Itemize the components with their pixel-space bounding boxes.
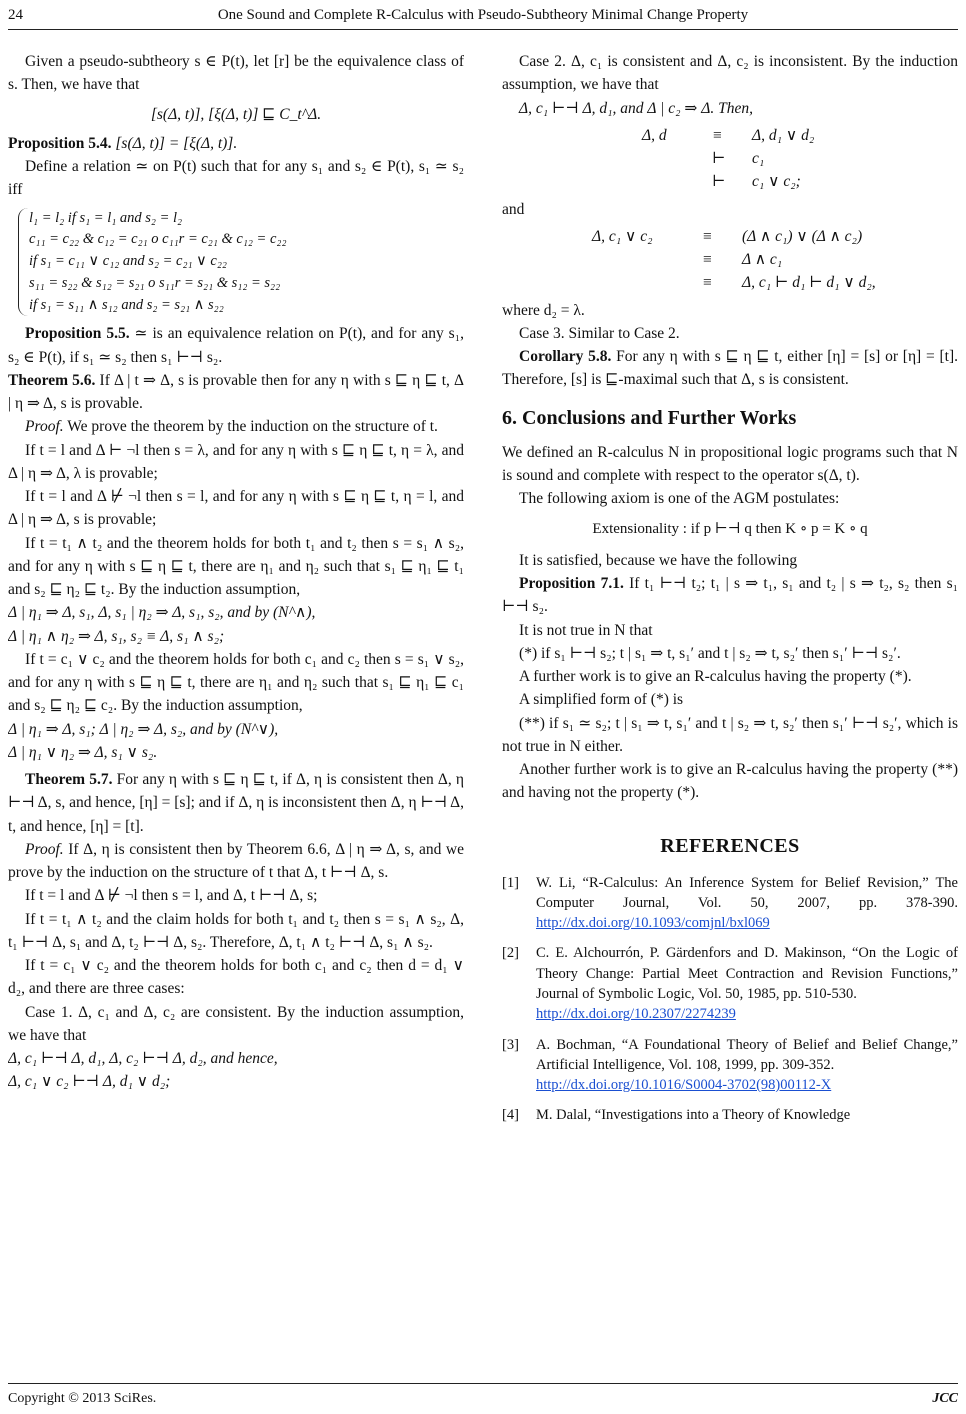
proof-case-d-eq2: Δ | η₁ ∨ η₂ ⇒ Δ, s₁ ∨ s₂.	[8, 743, 158, 761]
derivation-rhs: c₁ ∨ c₂;	[752, 173, 801, 191]
derivation-op: ⊢	[712, 150, 726, 167]
running-title: One Sound and Complete R-Calculus with Pseudo-Subtheory Minimal Change Property	[217, 7, 749, 23]
corollary-5-8-label: Corollary 5.8.	[519, 348, 612, 365]
proof-5-7-text: If Δ, η is consistent then by Theorem 6.6, Δ | η ⇒ Δ, s, and we prove by the induction on the structure of t that Δ, t ⊢⊣ Δ, s.	[8, 840, 464, 881]
right-column	[502, 50, 958, 1370]
reference-text	[536, 873, 958, 934]
reference-number: [3]	[502, 1036, 519, 1053]
proof-case-a: If t = l and Δ ⊢ ¬l then s = λ, and for any η with s ⊑ η ⊑ t, η = λ, and Δ | η ⇒ Δ, λ is provable;	[8, 441, 464, 482]
theorem-5-7-label: Theorem 5.7.	[25, 771, 113, 788]
case-1: Case 1. Δ, c₁ and Δ, c₂ are consistent. By the induction assumption, we have that	[8, 1003, 464, 1044]
section-6-paragraph-2: The following axiom is one of the AGM postulates:	[519, 490, 840, 507]
property-double-star: (**) if s₁ ≃ s₂; t | s₁ ⇒ t, s₁′ and t | s₂ ⇒ t, s₂′ then s₁′ ⊢⊣ s₂′, which is not true in N either.	[502, 714, 958, 755]
derivation-op: ≡	[702, 251, 713, 268]
case-2-eq: Δ, c₁ ⊢⊣ Δ, d₁, and Δ | c₂ ⇒ Δ. Then,	[519, 99, 753, 117]
references-title: REFERENCES	[660, 834, 800, 857]
corollary-5-8-text: For any η with s ⊑ η ⊑ t, either [η] = [s] or [η] = [t]. Therefore, [s] is ⊑-maximal such that Δ, s is consistent.	[502, 348, 958, 389]
proof-case-d: If t = c₁ ∨ c₂ and the theorem holds for both c₁ and c₂ then s = s₁ ∨ s₂, and for any η with s ⊑ η ⊑ t, there are η₁ and η₂ such that s₁ ⊑ η₁ ⊑ c₁ and s₂ ⊑ η₂ ⊑ c₂. By the induction assumption,	[8, 650, 464, 715]
proof-case-c-eq2: Δ | η₁ ∧ η₂ ⇒ Δ, s₁, s₂ ≡ Δ, s₁ ∧ s₂;	[8, 627, 225, 645]
derivation-rhs: Δ, d₁ ∨ d₂	[752, 126, 815, 144]
proof-case-c: If t = t₁ ∧ t₂ and the theorem holds for both t₁ and t₂ then s = s₁ ∧ s₂, and for any η with s ⊑ η ⊑ t, there are η₁ and η₂ such that s₁ ⊑ η₁ ⊑ t₁ and s₂ ⊑ η₂ ⊑ t₂. By the induction assumption,	[8, 534, 464, 598]
reference-number: [2]	[502, 945, 519, 962]
proposition-5-5-label: Proposition 5.5.	[25, 325, 130, 343]
proof-case-d-eq1: Δ | η₁ ⇒ Δ, s₁; Δ | η₂ ⇒ Δ, s₂, and by (N^∨),	[8, 720, 279, 738]
copyright: Copyright © 2013 SciRes.	[8, 1391, 157, 1406]
case-1-eq1: Δ, c₁ ⊢⊣ Δ, d₁, Δ, c₂ ⊢⊣ Δ, d₂, and hence,	[8, 1050, 278, 1067]
reference-item	[502, 1105, 958, 1125]
case-3: Case 3. Similar to Case 2.	[519, 324, 680, 342]
paragraph-define-relation: Define a relation ≃ on P(t) such that for any s₁ and s₂ ∈ P(t), s₁ ≃ s₂ iff	[8, 158, 464, 199]
section-6-paragraph-6: A simplified form of (*) is	[519, 691, 684, 709]
reference-citation: C. E. Alchourrón, P. Gärdenfors and D. Makinson, “On the Logic of Theory Change: Partial Meet Contraction and Revision Functions,” Journal of Symbolic Logic, Vol. 50, 1985, pp. 510-530.	[536, 945, 958, 1002]
proof-5-6	[8, 415, 464, 438]
case-2: Case 2. Δ, c₁ is consistent and Δ, c₂ is inconsistent. By the induction assumption, we have that	[502, 53, 958, 94]
section-6-paragraph-7: Another further work is to give an R-calculus having the property (**) and having not the property (*).	[502, 761, 958, 802]
reference-doi-link[interactable]: http://dx.doi.org/10.2307/2274239	[536, 1006, 736, 1023]
case-line-5: if s₁ = s₁₁ ∧ s₁₂ and s₂ = s₂₁ ∧ s₂₂	[29, 296, 224, 313]
derivation-rhs: Δ, c₁ ⊢ d₁ ⊢ d₁ ∨ d₂,	[742, 274, 876, 292]
proof-case-c-eq1: Δ | η₁ ⇒ Δ, s₁, Δ, s₁ | η₂ ⇒ Δ, s₁, s₂, and by (N^∧),	[8, 604, 316, 622]
theorem-5-7-text: For any η with s ⊑ η ⊑ t, if Δ, η is consistent then Δ, η ⊢⊣ Δ, s, and hence, [η] = [s]; and if Δ, η is inconsistent then Δ, η ⊢⊣ Δ, t, and hence, [η] = [t].	[8, 771, 464, 835]
derivation-rhs: c₁	[752, 150, 765, 167]
derivation-op: ≡	[702, 227, 713, 245]
proposition-5-4-text: [s(Δ, t)] = [ξ(Δ, t)].	[115, 134, 238, 152]
section-6-title: 6. Conclusions and Further Works	[502, 406, 797, 429]
derivation-lhs: Δ, c₁ ∨ c₂	[592, 227, 653, 245]
reference-text	[536, 943, 958, 1024]
derivation-rhs: (Δ ∧ c₁) ∨ (Δ ∧ c₂)	[742, 227, 863, 245]
case-1-eq2: Δ, c₁ ∨ c₂ ⊢⊣ Δ, d₁ ∨ d₂;	[8, 1073, 171, 1091]
reference-item	[502, 873, 958, 934]
and-word: and	[502, 200, 525, 218]
property-star: (*) if s₁ ⊢⊣ s₂; t | s₁ ⇒ t, s₁′ and t | s₂ ⇒ t, s₂′ then s₁′ ⊢⊣ s₂′.	[519, 644, 901, 662]
proof-5-6-text: We prove the theorem by the induction on the structure of t.	[67, 418, 438, 436]
section-6-paragraph-4: It is not true in N that	[519, 621, 653, 639]
reference-doi-link[interactable]: http://dx.doi.org/10.1093/comjnl/bxl069	[536, 915, 770, 932]
paragraph-intro: Given a pseudo-subtheory s ∈ P(t), let [r] be the equivalence class of s. Then, we have that	[8, 53, 464, 94]
derivation-1-row	[642, 124, 958, 147]
where-clause: where d₂ = λ.	[502, 301, 585, 319]
case-line-1: l₁ = l₂ if s₁ = l₁ and s₂ = l₂	[29, 209, 183, 226]
theorem-5-7	[8, 768, 464, 838]
proof-5-7	[8, 838, 464, 885]
derivation-lhs	[592, 271, 702, 294]
case-line-2: c₁₁ = c₂₂ & c₁₂ = c₂₁ o c₁₁r = c₂₁ & c₁₂ = c₂₂	[29, 231, 287, 248]
proof-case-b: If t = l and Δ ⊬ ¬l then s = l, and for any η with s ⊑ η ⊑ t, η = l, and Δ | η ⇒ Δ, s is provable;	[8, 488, 464, 529]
proof-case-g: If t = c₁ ∨ c₂ and the theorem holds for both c₁ and c₂ then d = d₁ ∨ d₂, and there are three cases:	[8, 957, 464, 998]
reference-citation: M. Dalal, “Investigations into a Theory of Knowledge	[536, 1107, 851, 1124]
derivation-op: ≡	[712, 126, 723, 144]
section-6-paragraph-5: A further work is to give an R-calculus having the property (*).	[519, 668, 912, 685]
derivation-op: ≡	[702, 274, 713, 292]
section-6-paragraph-1: We defined an R-calculus N in propositional logic programs such that N is sound and complete with respect to the operator s(Δ, t).	[502, 443, 958, 484]
reference-item	[502, 1035, 958, 1096]
theorem-5-6-label: Theorem 5.6.	[8, 371, 96, 389]
theorem-5-6	[8, 369, 464, 416]
proposition-7-1-text: If t₁ ⊢⊣ t₂; t₁ | s ⇒ t₁, s₁ and t₂ | s ⇒ t₂, s₂ then s₁ ⊢⊣ s₂.	[502, 575, 958, 616]
derivation-lhs: Δ, d	[642, 126, 667, 144]
theorem-5-6-text: If Δ | t ⇒ Δ, s is provable then for any η with s ⊑ η ⊑ t, Δ | η ⇒ Δ, s is provable.	[8, 371, 464, 412]
header-rule	[8, 29, 958, 30]
reference-citation: A. Bochman, “A Foundational Theory of Belief and Belief Change,” Artificial Intelligence, Vol. 108, 1999, pp. 309-352.	[536, 1036, 958, 1073]
relation-cases	[18, 208, 464, 317]
proof-case-f: If t = t₁ ∧ t₂ and the claim holds for both t₁ and t₂ then s = s₁ ∧ s₂, Δ, t₁ ⊢⊣ Δ, s₁ and Δ, t₂ ⊢⊣ Δ, s₂. Therefore, Δ, t₁ ∧ t₂ ⊢⊣ Δ, s₁ ∧ s₂.	[8, 910, 464, 951]
derivation-op: ⊢	[712, 173, 726, 191]
proposition-5-4-label: Proposition 5.4.	[8, 134, 112, 152]
case-line-4: s₁₁ = s₂₂ & s₁₂ = s₂₁ o s₁₁r = s₂₁ & s₁₂ = s₂₂	[29, 274, 281, 291]
derivation-1-row	[642, 147, 958, 170]
reference-citation: W. Li, “R-Calculus: An Inference System for Belief Revision,” The Computer Journal, Vol. 50, 2007, pp. 378-390.	[536, 874, 958, 911]
derivation-2-row	[592, 225, 958, 248]
left-column	[8, 50, 464, 1370]
proposition-7-1	[502, 572, 958, 619]
derivation-1-row	[642, 170, 958, 193]
proof-label: Proof.	[25, 418, 64, 436]
section-6-paragraph-3: It is satisfied, because we have the following	[519, 551, 798, 569]
journal-name: JCC	[932, 1391, 958, 1406]
proposition-7-1-label: Proposition 7.1.	[519, 575, 624, 592]
reference-text	[536, 1105, 958, 1125]
page-header	[0, 0, 966, 30]
proof-5-7-label: Proof.	[25, 840, 64, 858]
case-line-3: if s₁ = c₁₁ ∨ c₁₂ and s₂ = c₂₁ ∨ c₂₂	[29, 253, 227, 269]
reference-item	[502, 943, 958, 1024]
proof-case-e: If t = l and Δ ⊬ ¬l then s = l, and Δ, t ⊢⊣ Δ, s;	[25, 887, 318, 905]
reference-number: [1]	[502, 874, 519, 891]
derivation-2-row	[592, 271, 958, 294]
proposition-5-5	[8, 322, 464, 369]
derivation-lhs	[642, 170, 712, 193]
page-number: 24	[8, 7, 23, 23]
reference-text	[536, 1035, 958, 1096]
derivation-lhs	[642, 147, 712, 170]
extensionality-axiom: Extensionality : if p ⊢⊣ q then K ∘ p = K ∘ q	[592, 521, 868, 538]
derivation-1	[642, 124, 958, 194]
derivation-2-row	[592, 248, 958, 271]
derivation-lhs	[592, 248, 702, 271]
corollary-5-8	[502, 345, 958, 392]
proposition-5-5-text: ≃ is an equivalence relation on P(t), and for any s₁, s₂ ∈ P(t), if s₁ ≃ s₂ then s₁ ⊢⊣ s₂.	[8, 325, 464, 366]
equation-1: [s(Δ, t)], [ξ(Δ, t)] ⊑ C_t^Δ.	[150, 105, 322, 123]
derivation-rhs: Δ ∧ c₁	[742, 251, 783, 268]
reference-number: [4]	[502, 1107, 519, 1124]
reference-doi-link[interactable]: http://dx.doi.org/10.1016/S0004-3702(98)00112-X	[536, 1077, 832, 1094]
derivation-2	[592, 225, 958, 295]
footer-rule	[8, 1383, 958, 1384]
proposition-5-4	[8, 132, 464, 155]
